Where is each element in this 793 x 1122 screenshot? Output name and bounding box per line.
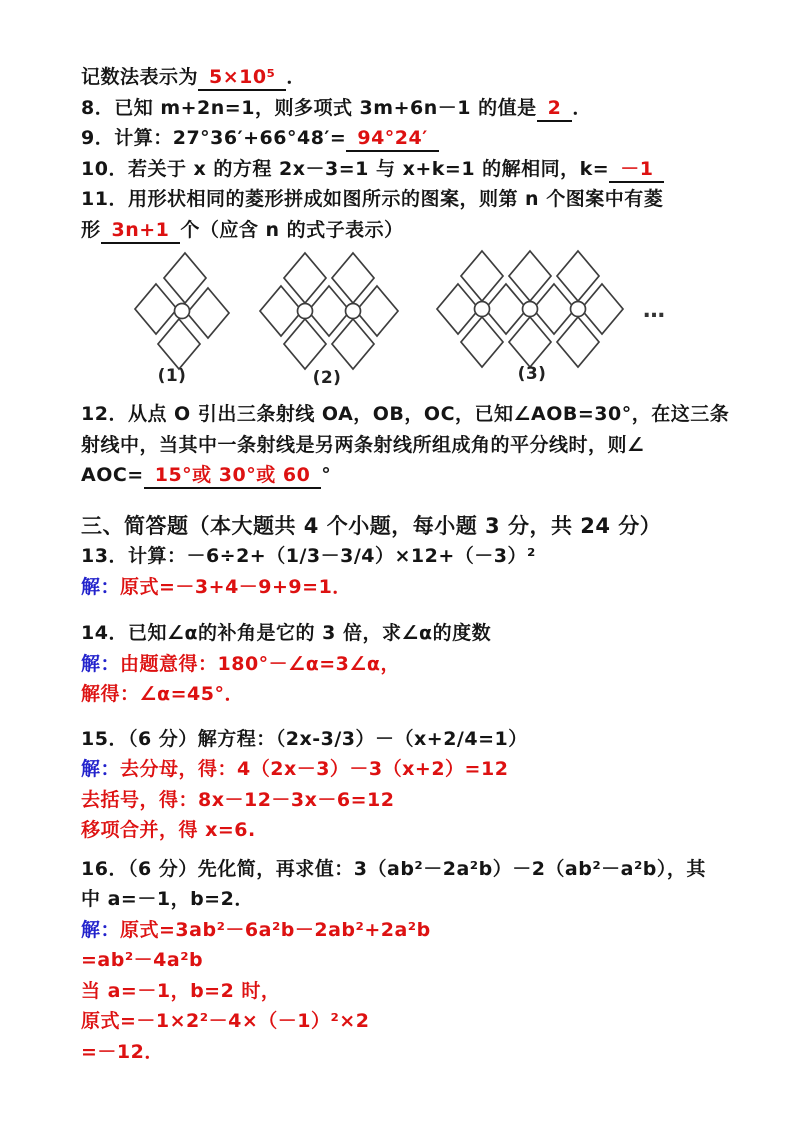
q11-post-text: 个（应含 n 的式子表示） <box>180 218 404 241</box>
q7-pre-text: 记数法表示为 <box>81 66 199 88</box>
question-16-solution-5: =－12． <box>81 1040 164 1063</box>
q14-jie-label: 解： <box>81 652 121 675</box>
figure-1-label: (1) <box>157 366 187 386</box>
figure-2-pattern <box>260 253 398 369</box>
question-14: 14．已知∠α的补角是它的 3 倍，求∠α的度数 <box>81 622 492 644</box>
section-3-heading: 三、简答题（本大题共 4 个小题，每小题 3 分，共 24 分） <box>81 513 662 538</box>
q9-pre-text: 9．计算：27°36′+66°48′= <box>81 127 347 149</box>
paper-content <box>81 62 733 1067</box>
question-9 <box>81 123 733 154</box>
q11-pre-text: 形 <box>81 218 101 241</box>
rhombus-pattern-figure <box>115 249 733 391</box>
q15-solution-text-1: 去分母，得：4（2x－3）－3（x+2）=12 <box>120 758 509 780</box>
figure-ellipsis: … <box>643 298 666 323</box>
q8-post-text: ． <box>572 96 592 119</box>
q14-solution-text-1: 由题意得：180°－∠α=3∠α， <box>120 652 400 675</box>
question-16-solution-4: 原式=－1×2²－4×（－1）²×2 <box>81 1010 370 1032</box>
q13-jie-label: 解： <box>81 575 121 598</box>
question-16-solution-3: 当 a=－1，b=2 时， <box>81 979 281 1002</box>
figure-3-pattern <box>437 251 623 367</box>
q11-answer-blank: 3n+1 <box>101 219 181 244</box>
question-15: 15．（6 分）解方程：（2x-3/3）－（x+2/4=1） <box>81 727 528 750</box>
question-7-tail <box>81 62 733 93</box>
rhombus-pattern-svg <box>115 249 695 391</box>
question-12-line2: 射线中，当其中一条射线是另两条射线所组成角的平分线时，则∠ <box>81 433 645 456</box>
question-15-solution-3: 移项合并，得 x=6. <box>81 819 256 841</box>
q8-answer-blank: 2 <box>537 97 573 122</box>
question-16-solution-2: =ab²－4a²b <box>81 949 204 971</box>
question-11-line1: 11．用形状相同的菱形拼成如图所示的图案，则第 n 个图案中有菱 <box>81 188 664 210</box>
question-16-line1: 16．（6 分）先化简，再求值：3（ab²－2a²b）－2（ab²－a²b），其 <box>81 857 706 880</box>
question-15-solution-2: 去括号，得：8x－12－3x－6=12 <box>81 788 395 811</box>
question-15-solution-1 <box>81 754 733 785</box>
question-16-solution-1 <box>81 915 733 946</box>
q12-post-text: ° <box>321 464 332 486</box>
figure-2-label: (2) <box>312 368 342 388</box>
q16-solution-text-1: 原式=3ab²－6a²b－2ab²+2a²b <box>120 918 431 941</box>
question-12-line1: 12．从点 O 引出三条射线 OA，OB，OC，已知∠AOB=30°，在这三条 <box>81 403 730 425</box>
question-14-solution-1 <box>81 649 733 680</box>
q13-solution-text: 原式=－3+4－9+9=1． <box>120 575 352 598</box>
q10-answer-blank: －1 <box>609 158 664 183</box>
q9-answer-blank: 94°24′ <box>346 127 438 152</box>
q8-pre-text: 8．已知 m+2n=1，则多项式 3m+6n－1 的值是 <box>81 96 537 119</box>
question-16-line2: 中 a=－1，b=2． <box>81 888 254 910</box>
question-14-solution-2: 解得：∠α=45°． <box>81 683 244 705</box>
q7-post-text: ． <box>286 66 306 88</box>
question-13: 13．计算：－6÷2+（1/3－3/4）×12+（－3）² <box>81 545 536 567</box>
q7-answer-blank: 5×10⁵ <box>198 66 286 91</box>
q10-pre-text: 10．若关于 x 的方程 2x－3=1 与 x+k=1 的解相同，k= <box>81 157 610 180</box>
question-13-solution <box>81 572 733 603</box>
figure-1-pattern <box>135 253 229 369</box>
question-10 <box>81 154 733 185</box>
question-12-line3 <box>81 460 733 491</box>
q12-pre-text: AOC= <box>81 464 144 486</box>
q15-jie-label: 解： <box>81 758 121 780</box>
q16-jie-label: 解： <box>81 918 121 941</box>
question-11-line2 <box>81 215 733 246</box>
figure-3-label: (3) <box>517 364 547 384</box>
question-8 <box>81 93 733 124</box>
q12-answer-blank: 15°或 30°或 60 <box>144 464 322 489</box>
